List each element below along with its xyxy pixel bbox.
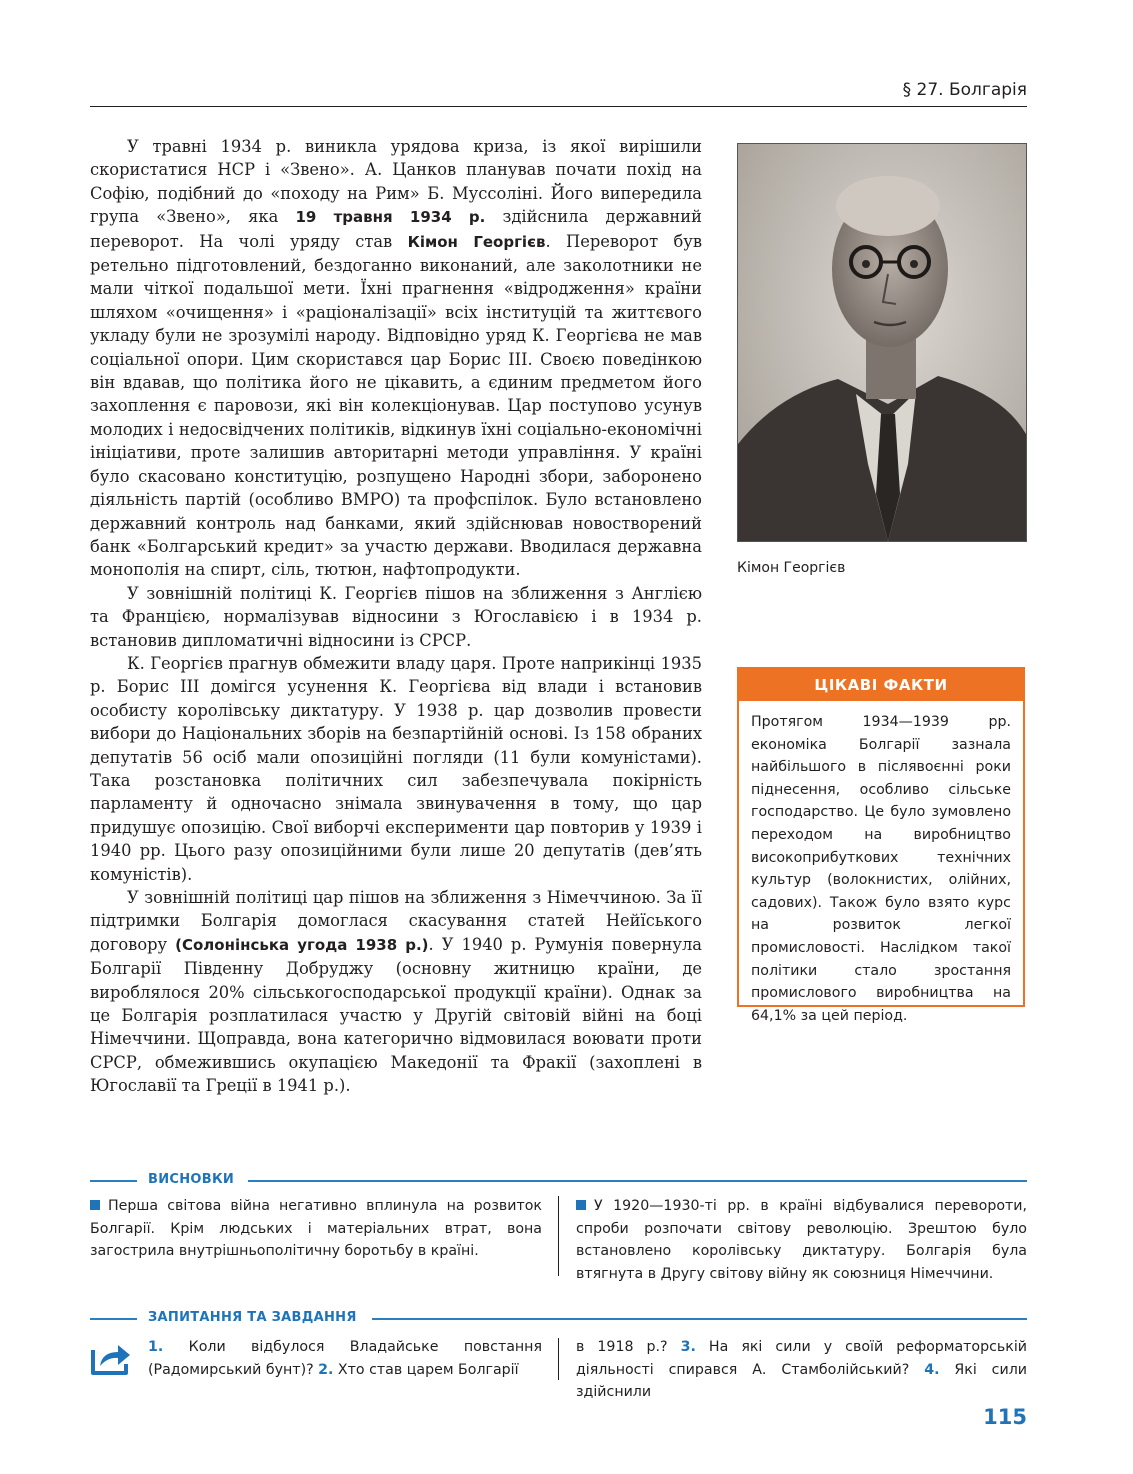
photo-caption: Кімон Георгієв (737, 560, 846, 576)
question-text: Коли відбулося Владайське повстання (Радомирський бунт)? (148, 1339, 542, 1378)
questions-right-column (576, 1336, 1027, 1404)
question-text: Які сили здійснили (576, 1361, 1027, 1400)
text-run: . Переворот був ретельно підготовлений, бездоганно виконаний, але заколотники не мали чіткої подальшої мети. Їхні прагнення «відродження» країни шляхом «очищення» і «раціоналізації» всіх інституцій та життєвого укладу були не зрозумілі народу. Відповідно уряд К. Георгієва не мав соціальної опори. Цим скористався цар Борис ІІІ. Своєю поведінкою він вдавав, що політика його не цікавить, а єдиним предметом його захоплення є паровози, які він колекціонував. Цар поступово усунув молодих і недосвідчених політиків, відкинув їхні соціально-економічні ініціативи, проте залишив авторитарні методи управління. У країні було скасовано конституцію, розпущено Народні збори, заборонено діяльність партій (особливо ВМРО) та профспілок. Було встановлено державний контроль над банками, який здійснював новостворений банк «Болгарський кредит» за участю держави. Вводилася державна монополія на спирт, сіль, тютюн, нафтопродукти. (90, 231, 702, 580)
question-text: Хто став царем Болгарії (333, 1361, 519, 1378)
conclusion-right (576, 1195, 1027, 1285)
main-text (90, 135, 702, 1098)
text-run: . У 1940 р. Румунія повернула Болгарії Південну Добруджу (основну житницю країни, де вироблялося 20% сільськогосподарської продукції країни). Однак за це Болгарія розплатилася участю у Другій світовій війні на боці Німеччини. Щоправда, вона категорично відмовилася воювати проти СРСР, обмежившись окупацією Македонії та Фракії (захоплені в Югославії та Греції в 1941 р.). (90, 934, 702, 1096)
portrait-image (738, 144, 1026, 541)
facts-text: Протягом 1934—1939 рр. економіка Болгарії зазнала найбільшого в післявоєнні роки піднесення, особливо сільське господарство. Це було зумовлено переходом на виробництво високоприбуткових технічних культур (волокнистих, олійних, садових). Також було взято курс на розвиток легкої промисловості. Наслідком такої політики стало зростання промислового виробництва на 64,1% за цей період. (751, 714, 1011, 1024)
main-paragraph (90, 582, 702, 652)
text-run: У зовнішній політиці цар пішов на зближення з Німеччиною. За її підтримки Болгарія домоглася скасування статей Нейїського договору (90, 888, 702, 954)
questions-column-divider (558, 1338, 559, 1380)
questions-title: ЗАПИТАННЯ ТА ЗАВДАННЯ (148, 1310, 357, 1325)
conclusions-header (90, 1169, 1027, 1189)
question-number: 3. (680, 1339, 696, 1355)
question-text: На які сили у своїй реформаторській діяльності спирався А. Стамболійський? (576, 1339, 1028, 1378)
bold-term: (Солонінська угода 1938 р.) (175, 935, 429, 954)
page-number: 115 (983, 1405, 1027, 1429)
interesting-facts-box (737, 667, 1025, 1024)
main-paragraph (90, 652, 702, 886)
text-run: У травні 1934 р. виникла урядова криза, із якої вирішили скористатися НСР і «Звено». А. Цанков планував почати похід на Софію, подібний до «походу на Рим» Б. Муссоліні. Його випередила група «Звено», яка (90, 137, 702, 227)
square-bullet-icon (90, 1200, 100, 1210)
conclusion-left (90, 1195, 542, 1263)
question-number: 4. (924, 1361, 940, 1378)
main-paragraph (90, 886, 702, 1098)
share-arrow-icon (90, 1340, 132, 1376)
question-number: 1. (148, 1339, 164, 1355)
portrait-photo (737, 143, 1027, 542)
conclusion-right-text: У 1920—1930-ті рр. в країні відбувалися перевороти, спроби розпочати світову революцію. Зрештою було встановлено королівську диктатуру. Болгарія була втягнута в Другу світову війну як союзниця Німеччини. (576, 1198, 1027, 1282)
conclusion-left-text: Перша світова війна негативно вплинула на розвиток Болгарії. Крім людських і матеріальних втрат, вона загострила внутрішньополітичну боротьбу в країні. (90, 1198, 542, 1259)
conclusions-rule-left (90, 1180, 137, 1182)
main-paragraph (90, 135, 702, 582)
conclusions-rule-right (248, 1180, 1027, 1182)
header-divider (90, 106, 1027, 107)
questions-left-column (148, 1336, 542, 1381)
question-number: 2. (318, 1361, 334, 1378)
square-bullet-icon (576, 1200, 586, 1210)
questions-rule-left (90, 1318, 137, 1320)
conclusions-column-divider (558, 1196, 559, 1276)
questions-rule-right (372, 1318, 1027, 1320)
facts-title: ЦІКАВІ ФАКТИ (739, 669, 1023, 701)
bold-term: Кімон Георгієв (407, 232, 546, 251)
question-text: в 1918 р.? (576, 1339, 681, 1355)
bold-term: 19 травня 1934 р. (295, 208, 486, 227)
conclusions-title: ВИСНОВКИ (148, 1172, 235, 1187)
section-title: § 27. Болгарія (902, 80, 1027, 100)
text-run: К. Георгієв прагнув обмежити владу царя. Проте наприкінці 1935 р. Борис ІІІ домігся усунення К. Георгієва від влади і встановив особисту королівську диктатуру. У 1938 р. цар дозволив провести вибори до Національних зборів на безпартійній основі. Із 158 обраних депутатів 56 осіб мали опозиційні погляди (11 були комуністами). Така розстановка політичних сил забезпечувала покірність парламенту й одночасно знімала звинувачення в тому, що цар придушує опозицію. Свої виборчі експерименти цар повторив у 1939 і 1940 рр. Цього разу опозиційними були лише 20 депутатів (дев’ять комуністів). (90, 653, 702, 884)
text-run: У зовнішній політиці К. Георгієв пішов на зближення з Англією та Францією, нормалізував відносини з Югославією і в 1934 р. встановив дипломатичні відносини із СРСР. (90, 583, 702, 650)
text-run: здійснила державний переворот. На чолі уряду став (90, 207, 702, 251)
questions-header (90, 1307, 1027, 1327)
